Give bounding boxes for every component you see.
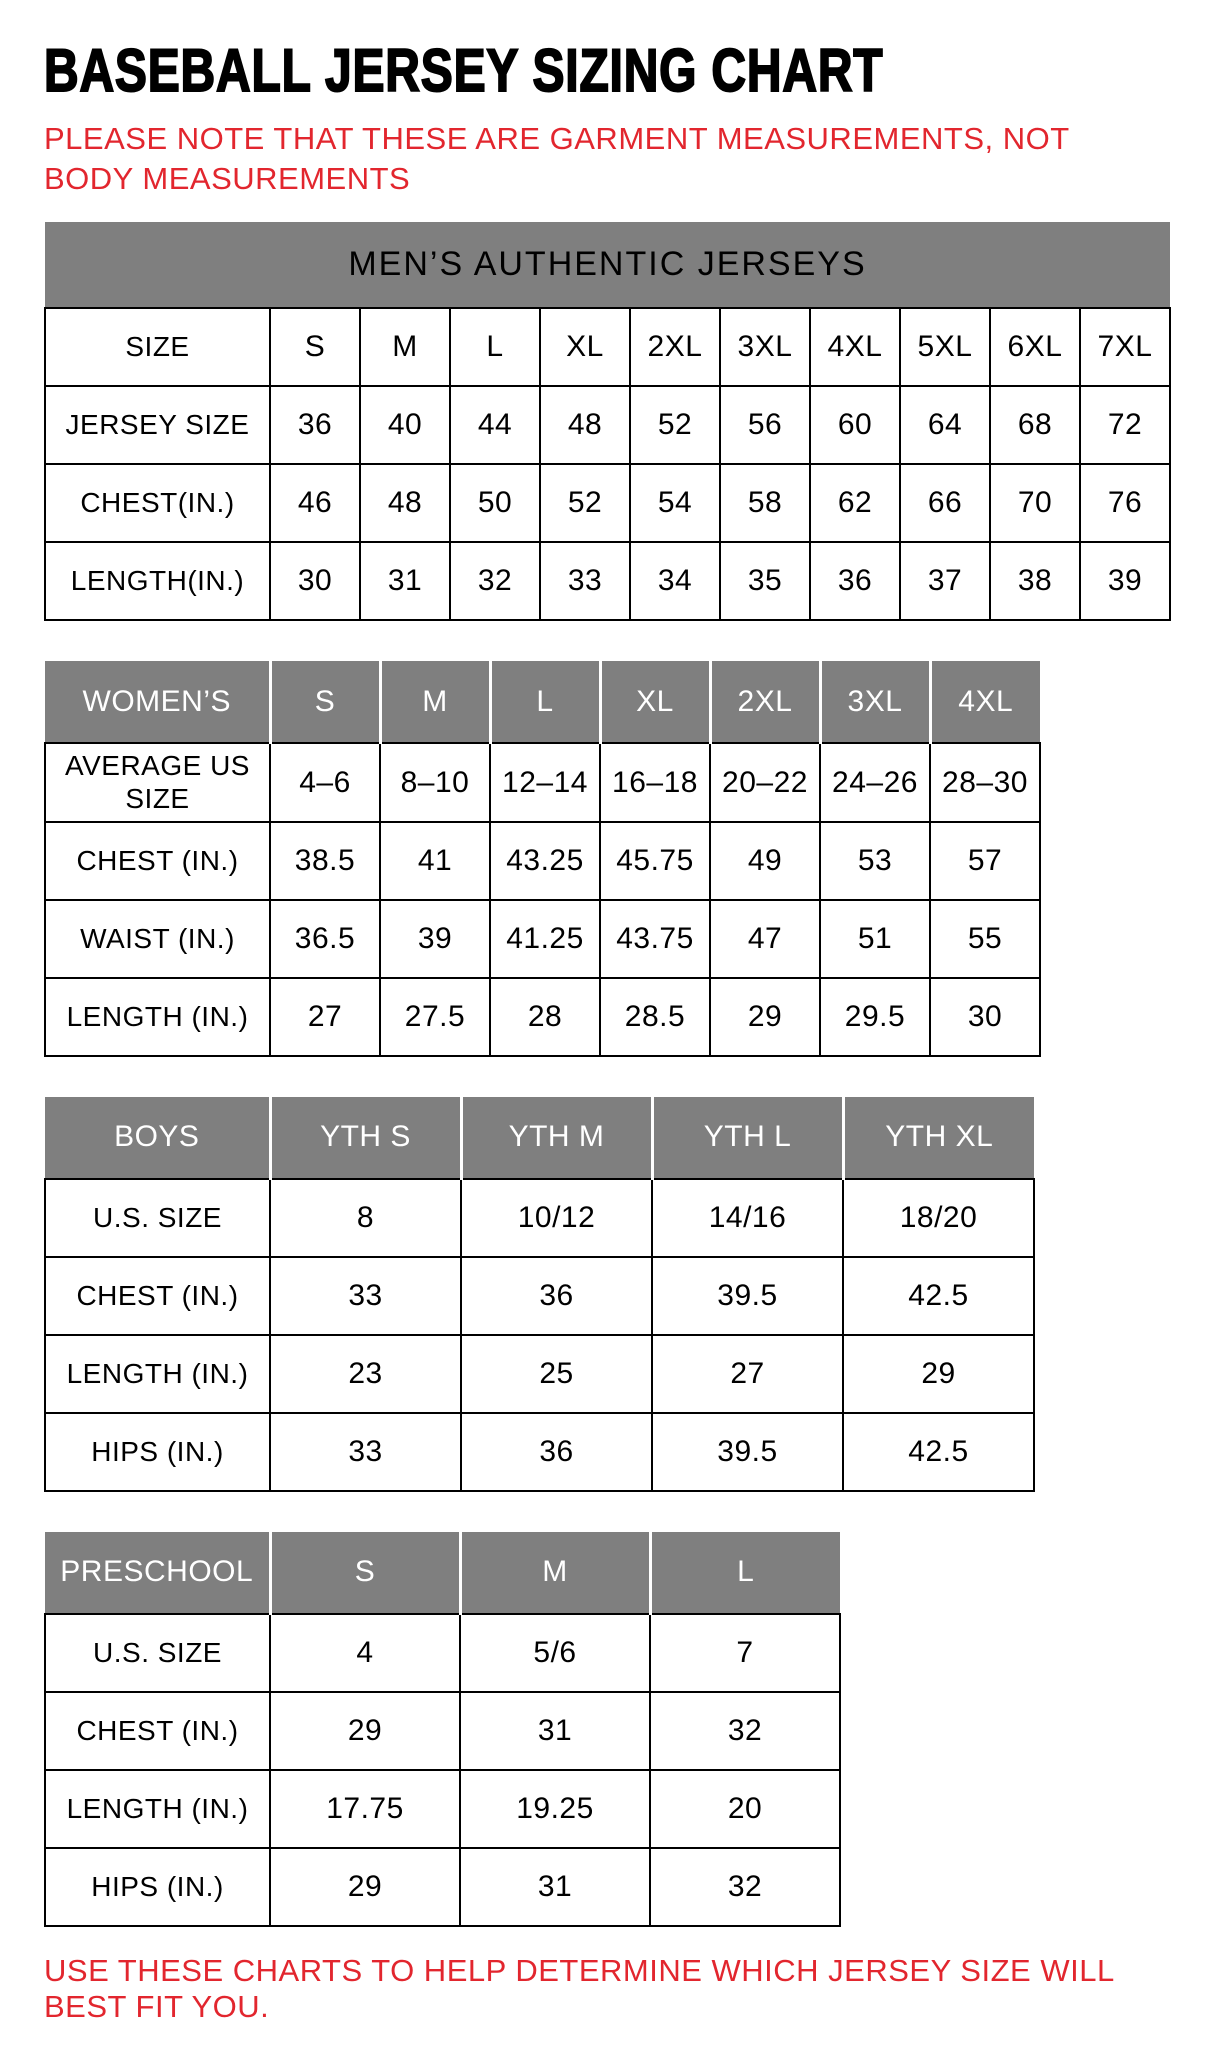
value-cell: 31: [460, 1848, 650, 1926]
value-cell: 14/16: [652, 1179, 843, 1257]
table-row: [45, 1692, 840, 1770]
garment-measurements-note: PLEASE NOTE THAT THESE ARE GARMENT MEASUREMENTS, NOT BODY MEASUREMENTS: [44, 121, 1070, 196]
column-header-cell: YTH S: [270, 1097, 461, 1179]
value-cell: 60: [810, 386, 900, 464]
table-row: [45, 978, 1040, 1056]
value-cell: 36: [270, 386, 360, 464]
value-cell: 49: [710, 822, 820, 900]
row-label-cell: CHEST (IN.): [45, 1257, 270, 1335]
table-row: [45, 1257, 1034, 1335]
value-cell: 38: [990, 542, 1080, 620]
value-cell: 8: [270, 1179, 461, 1257]
row-label-cell: CHEST (IN.): [45, 1692, 270, 1770]
page-title: BASEBALL JERSEY SIZING CHART: [44, 37, 884, 104]
value-cell: 39: [380, 900, 490, 978]
value-cell: 20–22: [710, 743, 820, 821]
value-cell: 37: [900, 542, 990, 620]
value-cell: 7: [650, 1614, 840, 1692]
preschool-table: [44, 1532, 841, 1927]
column-header-cell: YTH M: [461, 1097, 652, 1179]
value-cell: 25: [461, 1335, 652, 1413]
value-cell: 29: [710, 978, 820, 1056]
mens-table: [44, 222, 1171, 621]
value-cell: 4XL: [810, 308, 900, 386]
value-cell: 33: [270, 1257, 461, 1335]
womens-table-body: [45, 743, 1040, 1055]
table-row: [45, 743, 1040, 821]
value-cell: 52: [540, 464, 630, 542]
row-label-cell: AVERAGE US SIZE: [45, 743, 270, 821]
value-cell: 66: [900, 464, 990, 542]
value-cell: XL: [540, 308, 630, 386]
value-cell: 36: [810, 542, 900, 620]
column-header-cell: M: [460, 1532, 650, 1614]
value-cell: 4: [270, 1614, 460, 1692]
row-label-cell: U.S. SIZE: [45, 1614, 270, 1692]
womens-table: [44, 661, 1041, 1056]
table-row: [45, 900, 1040, 978]
boys-header-row: [45, 1097, 1034, 1179]
value-cell: 48: [360, 464, 450, 542]
value-cell: 8–10: [380, 743, 490, 821]
value-cell: 42.5: [843, 1413, 1034, 1491]
table-row: [45, 464, 1170, 542]
value-cell: 32: [450, 542, 540, 620]
table-row: [45, 1413, 1034, 1491]
preschool-table-body: [45, 1614, 840, 1926]
value-cell: 30: [930, 978, 1040, 1056]
row-label-cell: LENGTH (IN.): [45, 978, 270, 1056]
value-cell: 27: [270, 978, 380, 1056]
value-cell: 46: [270, 464, 360, 542]
value-cell: 18/20: [843, 1179, 1034, 1257]
value-cell: 32: [650, 1848, 840, 1926]
value-cell: 32: [650, 1692, 840, 1770]
table-row: [45, 308, 1170, 386]
value-cell: 38.5: [270, 822, 380, 900]
value-cell: 12–14: [490, 743, 600, 821]
value-cell: 31: [360, 542, 450, 620]
value-cell: 23: [270, 1335, 461, 1413]
table-row: [45, 1179, 1034, 1257]
value-cell: S: [270, 308, 360, 386]
table-row: [45, 1335, 1034, 1413]
value-cell: 5/6: [460, 1614, 650, 1692]
value-cell: 17.75: [270, 1770, 460, 1848]
value-cell: 54: [630, 464, 720, 542]
value-cell: 5XL: [900, 308, 990, 386]
column-header-cell: 4XL: [930, 661, 1040, 743]
table-row: [45, 1848, 840, 1926]
value-cell: 41: [380, 822, 490, 900]
value-cell: 35: [720, 542, 810, 620]
column-header-cell: 3XL: [820, 661, 930, 743]
value-cell: 43.75: [600, 900, 710, 978]
row-label-cell: LENGTH (IN.): [45, 1335, 270, 1413]
womens-header-row: [45, 661, 1040, 743]
footer-note: USE THESE CHARTS TO HELP DETERMINE WHICH JERSEY SIZE WILL BEST FIT YOU.: [44, 1952, 1114, 2024]
column-header-cell: YTH L: [652, 1097, 843, 1179]
value-cell: 28–30: [930, 743, 1040, 821]
value-cell: 10/12: [461, 1179, 652, 1257]
value-cell: 36: [461, 1257, 652, 1335]
row-label-cell: WAIST (IN.): [45, 900, 270, 978]
value-cell: 28: [490, 978, 600, 1056]
value-cell: 72: [1080, 386, 1170, 464]
boys-table-body: [45, 1179, 1034, 1491]
value-cell: 41.25: [490, 900, 600, 978]
value-cell: 29: [270, 1848, 460, 1926]
value-cell: 53: [820, 822, 930, 900]
column-header-cell: XL: [600, 661, 710, 743]
value-cell: 57: [930, 822, 1040, 900]
value-cell: 29.5: [820, 978, 930, 1056]
column-header-cell: L: [490, 661, 600, 743]
value-cell: 52: [630, 386, 720, 464]
value-cell: 55: [930, 900, 1040, 978]
column-header-cell: L: [650, 1532, 840, 1614]
value-cell: 27: [652, 1335, 843, 1413]
value-cell: 27.5: [380, 978, 490, 1056]
value-cell: 64: [900, 386, 990, 464]
row-label-cell: LENGTH (IN.): [45, 1770, 270, 1848]
row-label-cell: HIPS (IN.): [45, 1413, 270, 1491]
value-cell: 24–26: [820, 743, 930, 821]
value-cell: 28.5: [600, 978, 710, 1056]
table-row: [45, 542, 1170, 620]
value-cell: 7XL: [1080, 308, 1170, 386]
value-cell: 76: [1080, 464, 1170, 542]
value-cell: 50: [450, 464, 540, 542]
mens-banner-row: [45, 222, 1170, 308]
table-title-cell: BOYS: [45, 1097, 270, 1179]
value-cell: 39.5: [652, 1413, 843, 1491]
value-cell: 44: [450, 386, 540, 464]
value-cell: 68: [990, 386, 1080, 464]
table-title-cell: WOMEN’S: [45, 661, 270, 743]
row-label-cell: U.S. SIZE: [45, 1179, 270, 1257]
value-cell: 45.75: [600, 822, 710, 900]
value-cell: 4–6: [270, 743, 380, 821]
value-cell: 39.5: [652, 1257, 843, 1335]
value-cell: L: [450, 308, 540, 386]
row-label-cell: HIPS (IN.): [45, 1848, 270, 1926]
value-cell: 6XL: [990, 308, 1080, 386]
value-cell: 62: [810, 464, 900, 542]
value-cell: 33: [270, 1413, 461, 1491]
row-label-cell: CHEST (IN.): [45, 822, 270, 900]
value-cell: 47: [710, 900, 820, 978]
value-cell: 31: [460, 1692, 650, 1770]
value-cell: 30: [270, 542, 360, 620]
table-row: [45, 386, 1170, 464]
value-cell: 19.25: [460, 1770, 650, 1848]
preschool-header-row: [45, 1532, 840, 1614]
value-cell: 42.5: [843, 1257, 1034, 1335]
value-cell: 29: [270, 1692, 460, 1770]
value-cell: 39: [1080, 542, 1170, 620]
value-cell: 2XL: [630, 308, 720, 386]
mens-table-body: [45, 308, 1170, 620]
value-cell: 34: [630, 542, 720, 620]
row-label-cell: SIZE: [45, 308, 270, 386]
row-label-cell: JERSEY SIZE: [45, 386, 270, 464]
value-cell: 20: [650, 1770, 840, 1848]
value-cell: 36: [461, 1413, 652, 1491]
value-cell: 40: [360, 386, 450, 464]
value-cell: 3XL: [720, 308, 810, 386]
table-row: [45, 822, 1040, 900]
value-cell: 56: [720, 386, 810, 464]
row-label-cell: CHEST(IN.): [45, 464, 270, 542]
table-row: [45, 1614, 840, 1692]
column-header-cell: S: [270, 661, 380, 743]
column-header-cell: 2XL: [710, 661, 820, 743]
table-row: [45, 1770, 840, 1848]
value-cell: 70: [990, 464, 1080, 542]
value-cell: 16–18: [600, 743, 710, 821]
value-cell: M: [360, 308, 450, 386]
column-header-cell: M: [380, 661, 490, 743]
column-header-cell: S: [270, 1532, 460, 1614]
value-cell: 58: [720, 464, 810, 542]
row-label-cell: LENGTH(IN.): [45, 542, 270, 620]
table-title-cell: PRESCHOOL: [45, 1532, 270, 1614]
value-cell: 43.25: [490, 822, 600, 900]
mens-table-banner: MEN’S AUTHENTIC JERSEYS: [45, 222, 1170, 308]
boys-table: [44, 1097, 1035, 1492]
value-cell: 48: [540, 386, 630, 464]
value-cell: 29: [843, 1335, 1034, 1413]
column-header-cell: YTH XL: [843, 1097, 1034, 1179]
value-cell: 33: [540, 542, 630, 620]
value-cell: 51: [820, 900, 930, 978]
value-cell: 36.5: [270, 900, 380, 978]
